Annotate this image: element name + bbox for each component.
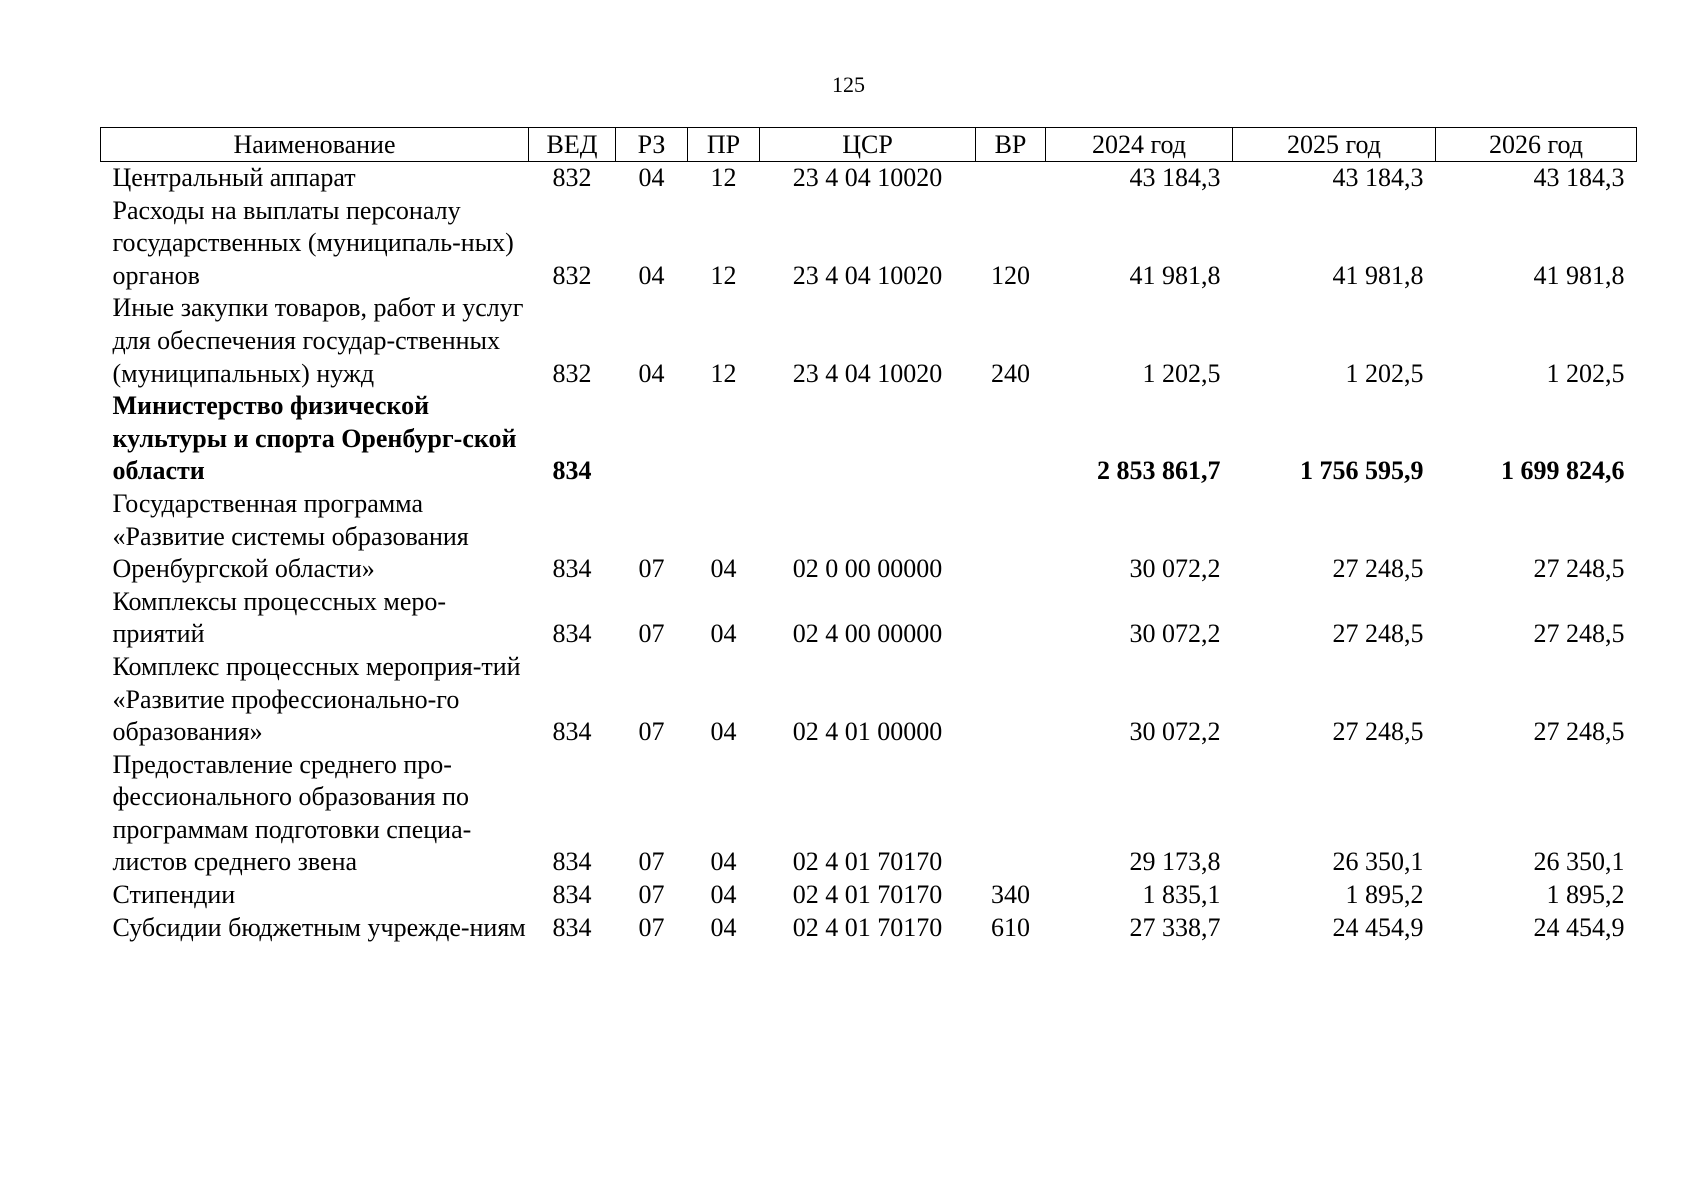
row-rz: 07 xyxy=(638,554,665,584)
row-vr xyxy=(976,162,1046,195)
row-2026: 41 981,8 xyxy=(1533,260,1625,290)
row-2025: 27 248,5 xyxy=(1332,554,1424,584)
row-ved: 834 xyxy=(552,456,592,486)
row-csr: 02 4 01 70170 xyxy=(792,847,943,877)
row-ved: 832 xyxy=(552,163,592,192)
row-2024: 1 835,1 xyxy=(1142,880,1221,910)
row-vr: 610 xyxy=(991,912,1030,942)
row-2026: 27 248,5 xyxy=(1533,619,1625,649)
row-rz: 04 xyxy=(638,163,665,192)
row-rz: 07 xyxy=(638,847,665,877)
row-2025: 1 756 595,9 xyxy=(1300,456,1424,486)
row-vr xyxy=(976,390,1046,488)
row-ved: 834 xyxy=(552,880,592,910)
row-2024: 27 338,7 xyxy=(1129,912,1221,942)
row-csr: 02 4 00 00000 xyxy=(792,619,943,649)
row-vr xyxy=(976,651,1046,749)
row-2026: 43 184,3 xyxy=(1533,163,1625,192)
row-pr: 04 xyxy=(710,912,737,942)
row-csr: 02 4 01 70170 xyxy=(792,880,943,910)
row-2024: 41 981,8 xyxy=(1129,260,1221,290)
header-2025: 2025 год xyxy=(1233,128,1436,162)
header-2024: 2024 год xyxy=(1046,128,1233,162)
row-pr: 04 xyxy=(710,619,737,649)
row-pr: 04 xyxy=(710,880,737,910)
row-csr xyxy=(760,390,976,488)
table-header-row xyxy=(101,128,1637,162)
header-rz: РЗ xyxy=(616,128,688,162)
row-2024: 29 173,8 xyxy=(1129,847,1221,877)
row-vr: 340 xyxy=(991,880,1030,910)
row-vr xyxy=(976,488,1046,586)
row-csr: 23 4 04 10020 xyxy=(792,260,943,290)
row-rz xyxy=(616,390,688,488)
page-number: 125 xyxy=(832,72,865,97)
row-csr: 23 4 04 10020 xyxy=(792,163,943,192)
row-name: Министерство физической культуры и спорта Оренбург-ской области xyxy=(112,391,517,486)
row-2024: 2 853 861,7 xyxy=(1097,456,1221,486)
row-2025: 43 184,3 xyxy=(1332,163,1424,192)
row-vr: 240 xyxy=(991,358,1030,388)
table-row xyxy=(101,586,1637,651)
row-csr: 02 0 00 00000 xyxy=(792,554,943,584)
row-rz: 07 xyxy=(638,619,665,649)
row-2025: 26 350,1 xyxy=(1332,847,1424,877)
header-vr: ВР xyxy=(976,128,1046,162)
row-pr: 04 xyxy=(710,847,737,877)
row-2024: 43 184,3 xyxy=(1129,163,1221,192)
row-pr: 12 xyxy=(710,260,737,290)
row-name: Комплекс процессных мероприя-тий «Развитие профессионально-го образования» xyxy=(112,651,521,747)
row-2024: 1 202,5 xyxy=(1142,358,1221,388)
table-row xyxy=(101,749,1637,879)
row-rz: 07 xyxy=(638,912,665,942)
row-2026: 1 699 824,6 xyxy=(1501,456,1625,486)
table-row xyxy=(101,292,1637,390)
row-2026: 27 248,5 xyxy=(1533,717,1625,747)
table-row xyxy=(101,195,1637,293)
row-2025: 1 202,5 xyxy=(1345,358,1424,388)
header-csr: ЦСР xyxy=(760,128,976,162)
row-name: Иные закупки товаров, работ и услуг для обеспечения государ-ственных (муниципальных) нужд xyxy=(112,293,524,388)
row-2026: 27 248,5 xyxy=(1533,554,1625,584)
row-rz: 04 xyxy=(638,260,665,290)
table-row xyxy=(101,912,1637,945)
row-pr: 04 xyxy=(710,717,737,747)
row-csr: 02 4 01 70170 xyxy=(792,912,943,942)
row-2026: 1 202,5 xyxy=(1546,358,1625,388)
row-rz: 07 xyxy=(638,880,665,910)
row-ved: 832 xyxy=(552,358,592,388)
row-pr: 04 xyxy=(710,554,737,584)
row-2025: 27 248,5 xyxy=(1332,619,1424,649)
row-csr: 02 4 01 00000 xyxy=(792,717,943,747)
row-ved: 834 xyxy=(552,619,592,649)
row-2025: 27 248,5 xyxy=(1332,717,1424,747)
row-rz: 07 xyxy=(638,717,665,747)
row-name: Предоставление среднего про-фессионального образования по программам подготовки специа-листов среднего звена xyxy=(112,749,472,877)
row-2026: 1 895,2 xyxy=(1546,880,1625,910)
row-name: Субсидии бюджетным учрежде-ниям xyxy=(112,912,526,942)
table-row xyxy=(101,488,1637,586)
table-row-ministry xyxy=(101,390,1637,488)
table-row xyxy=(101,651,1637,749)
row-2025: 41 981,8 xyxy=(1332,260,1424,290)
row-2024: 30 072,2 xyxy=(1129,554,1221,584)
row-2025: 1 895,2 xyxy=(1345,880,1424,910)
row-ved: 832 xyxy=(552,260,592,290)
table-row xyxy=(101,879,1637,912)
row-pr: 12 xyxy=(710,358,737,388)
row-name: Стипендии xyxy=(112,880,236,910)
row-pr xyxy=(688,390,760,488)
header-name: Наименование xyxy=(101,128,529,162)
row-name: Центральный аппарат xyxy=(112,163,356,192)
row-rz: 04 xyxy=(638,358,665,388)
row-2025: 24 454,9 xyxy=(1332,912,1424,942)
row-vr xyxy=(976,749,1046,879)
row-ved: 834 xyxy=(552,554,592,584)
header-2026: 2026 год xyxy=(1436,128,1637,162)
row-name: Расходы на выплаты персоналу государственных (муниципаль-ных) органов xyxy=(112,195,514,290)
header-pr: ПР xyxy=(688,128,760,162)
row-csr: 23 4 04 10020 xyxy=(792,358,943,388)
row-name: Государственная программа «Развитие системы образования Оренбургской области» xyxy=(112,488,469,584)
row-2026: 26 350,1 xyxy=(1533,847,1625,877)
row-ved: 834 xyxy=(552,847,592,877)
row-ved: 834 xyxy=(552,912,592,942)
row-2024: 30 072,2 xyxy=(1129,619,1221,649)
header-ved: ВЕД xyxy=(529,128,616,162)
row-vr: 120 xyxy=(991,260,1030,290)
table-row xyxy=(101,162,1637,195)
row-ved: 834 xyxy=(552,717,592,747)
budget-table xyxy=(100,127,1637,944)
row-2024: 30 072,2 xyxy=(1129,717,1221,747)
row-pr: 12 xyxy=(710,163,737,192)
row-vr xyxy=(976,586,1046,651)
row-name: Комплексы процессных меро-приятий xyxy=(112,586,447,649)
row-2026: 24 454,9 xyxy=(1533,912,1625,942)
